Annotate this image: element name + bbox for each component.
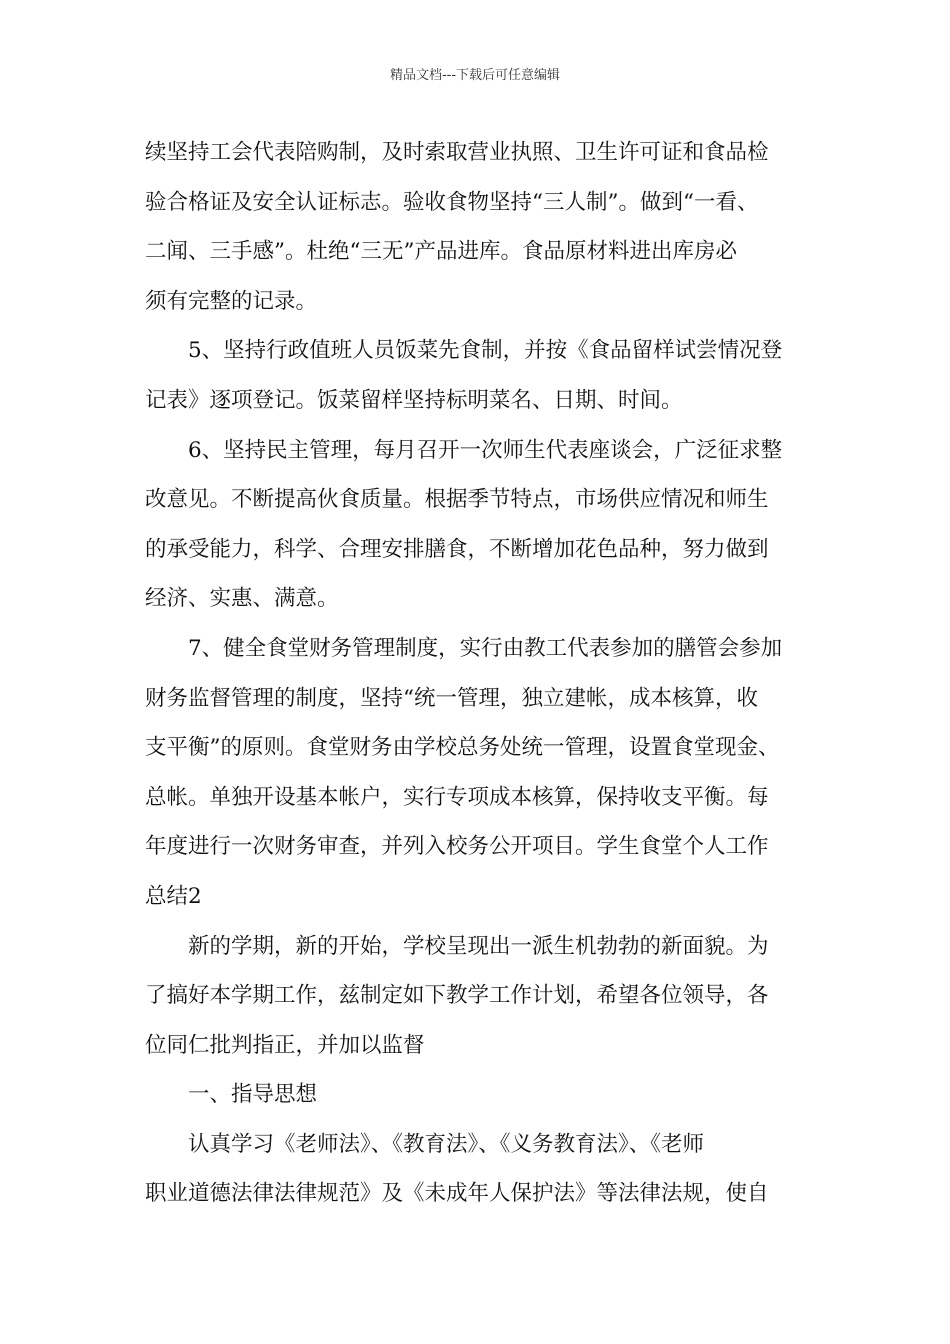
text-line: 7、健全食堂财务管理制度，实行由教工代表参加的膳管会参加 <box>188 635 783 661</box>
text-line: 改意见。不断提高伙食质量。根据季节特点，市场供应情况和师生 <box>145 487 769 513</box>
text-line: 年度进行一次财务审查，并列入校务公开项目。学生食堂个人工作 <box>145 834 769 860</box>
text-line: 认真学习《老师法》、《教育法》、《义务教育法》、《老师 <box>188 1131 705 1157</box>
text-line: 的承受能力，科学、合理安排膳食，不断增加花色品种，努力做到 <box>145 536 769 562</box>
text-line: 总帐。单独开设基本帐户，实行专项成本核算，保持收支平衡。每 <box>145 784 769 810</box>
text-line: 续坚持工会代表陪购制，及时索取营业执照、卫生许可证和食品检 <box>145 140 769 165</box>
document-body <box>145 128 809 1219</box>
text-line: 记表》逐项登记。饭菜留样坚持标明菜名、日期、时间。 <box>145 387 683 413</box>
text-line: 财务监督管理的制度，坚持“统一管理，独立建帐，成本核算，收 <box>145 685 758 711</box>
text-line: 支平衡”的原则。食堂财务由学校总务处统一管理，设置食堂现金、 <box>145 735 780 761</box>
text-line: 二闻、三手感”。杜绝“三无”产品进库。食品原材料进出库房必 <box>145 239 737 265</box>
text-line: 验合格证及安全认证标志。验收食物坚持“三人制”。做到“一看、 <box>145 189 759 215</box>
text-line: 须有完整的记录。 <box>145 288 318 314</box>
text-line: 一、指导思想 <box>188 1082 318 1108</box>
text-line: 总结2 <box>145 883 202 909</box>
text-line: 6、坚持民主管理，每月召开一次师生代表座谈会，广泛征求整 <box>188 437 783 463</box>
text-line: 职业道德法律法律规范》及《未成年人保护法》等法律法规，使自 <box>145 1181 769 1207</box>
text-line: 经济、实惠、满意。 <box>145 586 339 612</box>
text-line: 5、坚持行政值班人员饭菜先食制，并按《食品留样试尝情况登 <box>188 338 783 364</box>
text-line: 了搞好本学期工作，兹制定如下教学工作计划，希望各位领导，各 <box>145 983 769 1009</box>
text-line: 新的学期，新的开始，学校呈现出一派生机勃勃的新面貌。为 <box>188 933 769 959</box>
page-header: 精品文档---下载后可任意编辑 <box>389 68 561 83</box>
text-line: 位同仁批判指正，并加以监督 <box>145 1032 425 1058</box>
